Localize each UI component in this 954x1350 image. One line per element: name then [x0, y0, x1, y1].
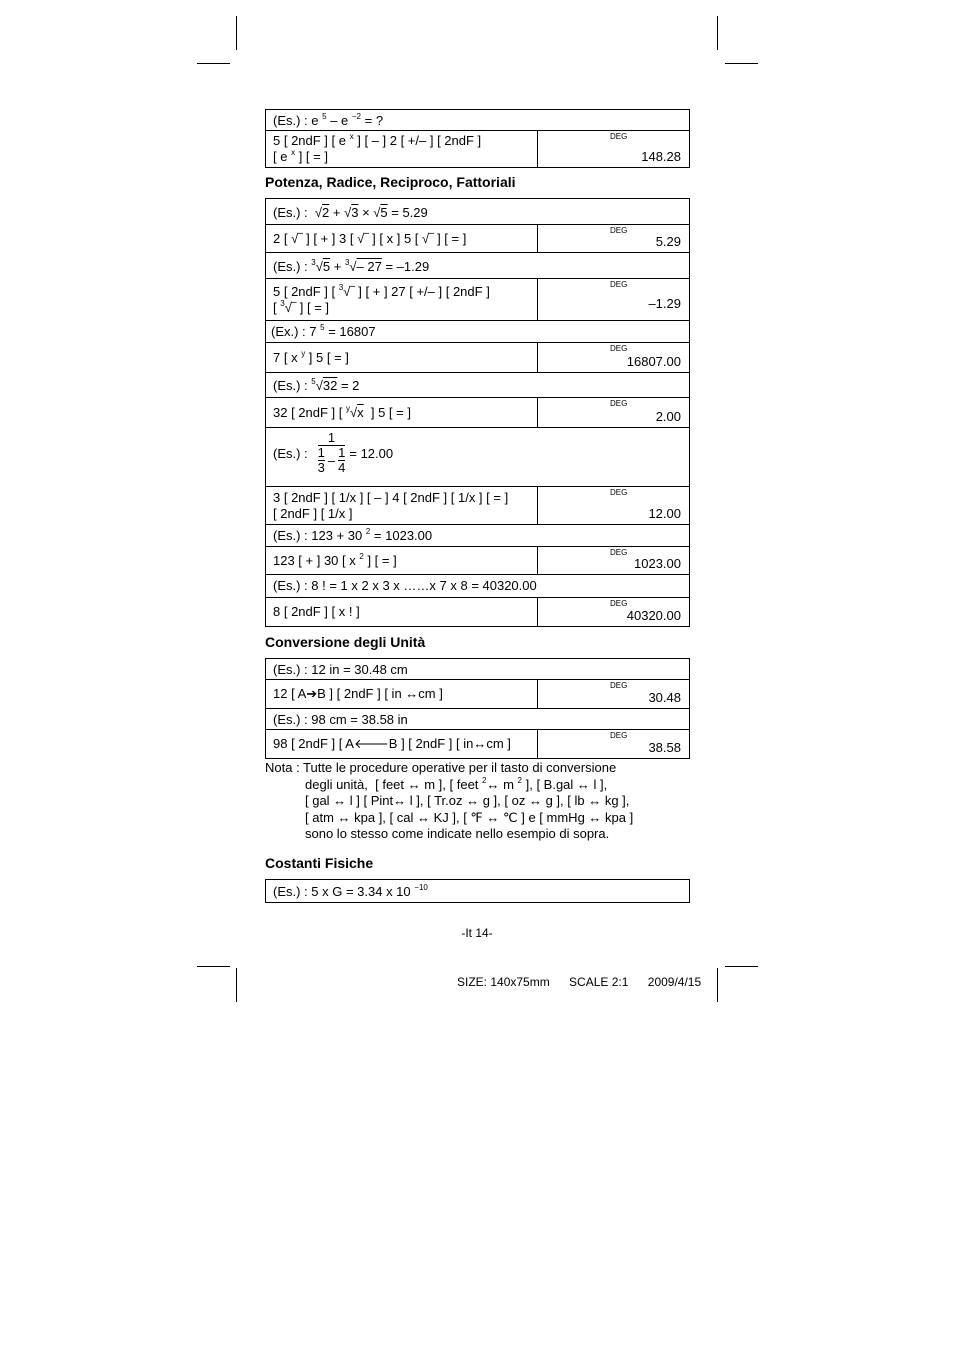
compound-fraction	[318, 431, 346, 475]
section-title-conversion: Conversione degli Unità	[265, 634, 426, 650]
example-row	[266, 199, 689, 225]
size-label: SIZE: 140x75mm	[457, 975, 550, 989]
key-sequence: 8 [ 2ndF ] [ x ! ]	[266, 598, 538, 626]
note-line: [ atm ↔ kpa ], [ cal ↔ KJ ], [ ℉ ↔ ℃ ] e [ mmHg ↔ kpa ]	[305, 809, 634, 825]
sub-fraction: 1 3	[317, 445, 325, 475]
power-table	[265, 198, 690, 627]
result-value: 2.00	[655, 409, 681, 424]
fraction-numerator: 1	[327, 430, 336, 445]
deg-indicator: DEG	[610, 548, 628, 557]
print-info	[457, 975, 717, 989]
key-sequence: 7 [ x $^y$ ] 5 [ = ]	[266, 343, 538, 372]
display	[538, 279, 689, 320]
deg-indicator: DEG	[610, 344, 628, 353]
key-sequence: 5 [ 2ndF ] [ e $^x$ ] [ – ] 2 [ +/– ] [ 2ndF ] [ e $^x$ ] [ = ]	[266, 131, 538, 167]
result-value: 30.48	[648, 690, 681, 705]
page-number: -It 14-	[461, 926, 493, 940]
keys-row	[266, 131, 689, 168]
example-row	[266, 373, 689, 398]
display	[538, 547, 689, 574]
deg-indicator: DEG	[610, 226, 628, 235]
keys-row	[266, 398, 689, 428]
crop-mark	[717, 16, 718, 50]
deg-indicator: DEG	[610, 280, 628, 289]
example-row	[266, 253, 689, 279]
example-text: (Es.) : $^5$√32 = 2	[273, 377, 360, 393]
example-row	[266, 110, 689, 131]
example-text: (Es.) : 123 + 30 $^2$ = 1023.00	[273, 527, 433, 543]
date-label: 2009/4/15	[647, 975, 702, 989]
result-value: 5.29	[655, 234, 681, 249]
display	[538, 343, 689, 372]
example-row	[266, 709, 689, 730]
exp-example-table	[265, 109, 690, 168]
key-sequence: 98 [ 2ndF ] [ A🡐B ] [ 2ndF ] [ in↔cm ]	[266, 730, 538, 758]
crop-mark	[236, 968, 237, 1002]
keys-row	[266, 547, 689, 575]
scale-label: SCALE 2:1	[569, 975, 629, 989]
result-value: –1.29	[648, 296, 681, 311]
keys-row	[266, 730, 689, 759]
constants-table	[265, 879, 690, 903]
key-sequence: 12 [ A➔B ] [ 2ndF ] [ in ↔cm ]	[266, 680, 538, 708]
example-text: (Es.) : 98 cm = 38.58 in	[273, 712, 408, 727]
result-value: 12.00	[648, 506, 681, 521]
key-sequence: 5 [ 2ndF ] [ $^3$√‾ ] [ + ] 27 [ +/– ] [ 2ndF ] [ $^3$√‾ ] [ = ]	[266, 279, 538, 320]
example-row	[266, 659, 689, 680]
deg-indicator: DEG	[610, 731, 628, 740]
key-sequence: 2 [ √‾ ] [ + ] 3 [ √‾ ] [ x ] 5 [ √‾ ] [ = ]	[266, 225, 538, 252]
example-row	[266, 880, 689, 903]
deg-indicator: DEG	[610, 599, 628, 608]
display	[538, 730, 689, 758]
keys-row	[266, 680, 689, 709]
example-result: = 12.00	[349, 445, 394, 461]
display	[538, 398, 689, 427]
display	[538, 225, 689, 252]
example-text: (Es.) : $^3$√5 + $^3$√– 27 = –1.29	[273, 258, 430, 274]
deg-indicator: DEG	[610, 132, 628, 141]
crop-mark	[236, 16, 237, 50]
keys-row	[266, 343, 689, 373]
fraction-example	[273, 431, 682, 475]
example-text: (Es.) : 12 in = 30.48 cm	[273, 662, 408, 677]
result-value: 148.28	[641, 149, 681, 164]
example-text: (Es.) : e $^5$ – e $^{-2}$ = ?	[273, 112, 384, 128]
key-sequence: 32 [ 2ndF ] [ $^y$√x ] 5 [ = ]	[266, 398, 538, 427]
note-line: [ gal ↔ l ] [ Pint↔ l ], [ Tr.oz ↔ g ], [ oz ↔ g ], [ lb ↔ kg ],	[305, 793, 630, 808]
deg-indicator: DEG	[610, 399, 628, 408]
example-text: (Es.) : √2 + √3 × √5 = 5.29	[273, 205, 428, 220]
keys-row	[266, 279, 689, 321]
key-sequence: 3 [ 2ndF ] [ 1/x ] [ – ] 4 [ 2ndF ] [ 1/x ] [ = ] [ 2ndF ] [ 1/x ]	[266, 487, 538, 524]
note-line: Nota : Tutte le procedure operative per il tasto di conversione	[265, 760, 617, 775]
example-row	[266, 428, 689, 487]
crop-mark	[197, 966, 230, 967]
crop-mark	[725, 63, 758, 64]
fraction-denominator	[318, 445, 346, 475]
conversion-note	[265, 759, 690, 843]
keys-row	[266, 598, 689, 627]
manual-content	[265, 109, 690, 903]
section-title-power: Potenza, Radice, Reciproco, Fattoriali	[265, 174, 516, 190]
result-value: 40320.00	[626, 608, 681, 623]
display	[538, 598, 689, 626]
example-text: (Es.) : 5 x G = 3.34 x 10 $^{-10}$	[273, 882, 428, 899]
sub-fraction: 1 4	[338, 445, 346, 475]
note-line: degli unità, [ feet ↔ m ], [ feet $^2$↔ m $^2$ ], [ B.gal ↔ l ],	[305, 775, 608, 792]
example-row	[266, 575, 689, 598]
result-value: 16807.00	[626, 354, 681, 369]
example-prefix: (Es.) :	[273, 445, 308, 461]
display	[538, 131, 689, 167]
minus-sign: –	[327, 452, 336, 468]
crop-mark	[197, 63, 230, 64]
key-sequence: 123 [ + ] 30 [ x $^2$ ] [ = ]	[266, 547, 538, 574]
example-text: (Ex.) : 7 $^5$ = 16807	[271, 323, 376, 339]
result-value: 38.58	[648, 740, 681, 755]
display	[538, 487, 689, 524]
deg-indicator: DEG	[610, 488, 628, 497]
conversion-table	[265, 658, 690, 759]
keys-row	[266, 225, 689, 253]
deg-indicator: DEG	[610, 681, 628, 690]
display	[538, 680, 689, 708]
section-title-constants: Costanti Fisiche	[265, 854, 374, 871]
keys-row	[266, 487, 689, 525]
note-line: sono lo stesso come indicate nello esempio di sopra.	[305, 826, 610, 841]
example-row	[266, 321, 689, 343]
example-row	[266, 525, 689, 547]
crop-mark	[725, 966, 758, 967]
result-value: 1023.00	[634, 556, 681, 571]
example-text: (Es.) : 8 ! = 1 x 2 x 3 x ……x 7 x 8 = 40320.00	[273, 578, 537, 593]
